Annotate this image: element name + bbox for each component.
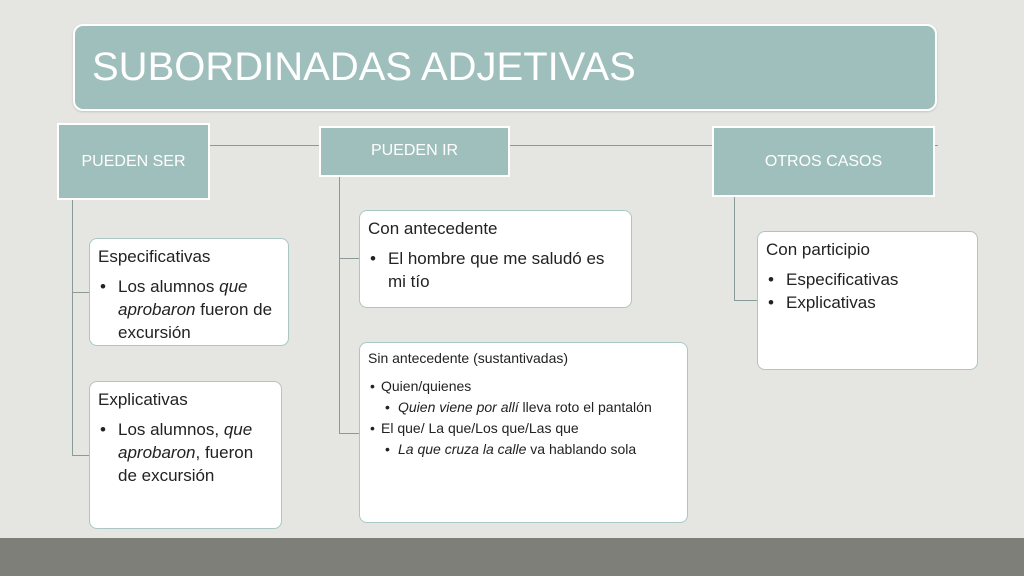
- connector-line-col3: [734, 196, 735, 300]
- card-explicativas: [89, 381, 282, 529]
- connector-branch-col3: [734, 300, 758, 301]
- connector-branch-col1-a: [72, 292, 89, 293]
- example-item: • El hombre que me saludó es mi tío: [370, 249, 605, 292]
- card-especificativas: [89, 238, 289, 346]
- connector-line-col1: [72, 200, 73, 456]
- diagram-title: SUBORDINADAS ADJETIVAS: [73, 24, 937, 111]
- list-item: • Explicativas: [768, 293, 876, 313]
- card-sin-antecedente: [359, 342, 688, 523]
- example-item: • La que cruza la calle va hablando sola: [385, 440, 637, 457]
- header-otros-casos: OTROS CASOS: [712, 126, 935, 197]
- card-title: Especificativas: [98, 247, 211, 266]
- connector-branch-col2-b: [339, 433, 360, 434]
- header-pueden-ir: PUEDEN IR: [319, 126, 510, 177]
- connector-branch-col2-a: [339, 258, 360, 259]
- example-item: • Los alumnos, que aprobaron, fueron de excursión: [100, 420, 254, 486]
- card-con-antecedente: [359, 210, 632, 308]
- card-title: Con participio: [766, 240, 870, 259]
- card-con-participio: [757, 231, 978, 370]
- header-pueden-ser: PUEDEN SER: [57, 123, 210, 200]
- connector-line-col2: [339, 176, 340, 434]
- footer-bar: [0, 538, 1024, 576]
- card-title: Sin antecedente (sustantivadas): [368, 350, 569, 366]
- list-item: • Especificativas: [768, 270, 899, 290]
- example-item: • Quien viene por allí lleva roto el pantalón: [385, 398, 652, 415]
- list-item: • Quien/quienes: [370, 377, 472, 394]
- card-title: Con antecedente: [368, 219, 498, 238]
- list-item: • El que/ La que/Los que/Las que: [370, 419, 579, 436]
- connector-branch-col1-b: [72, 455, 89, 456]
- card-title: Explicativas: [98, 390, 188, 409]
- example-item: • Los alumnos que aprobaron fueron de excursión: [100, 277, 273, 343]
